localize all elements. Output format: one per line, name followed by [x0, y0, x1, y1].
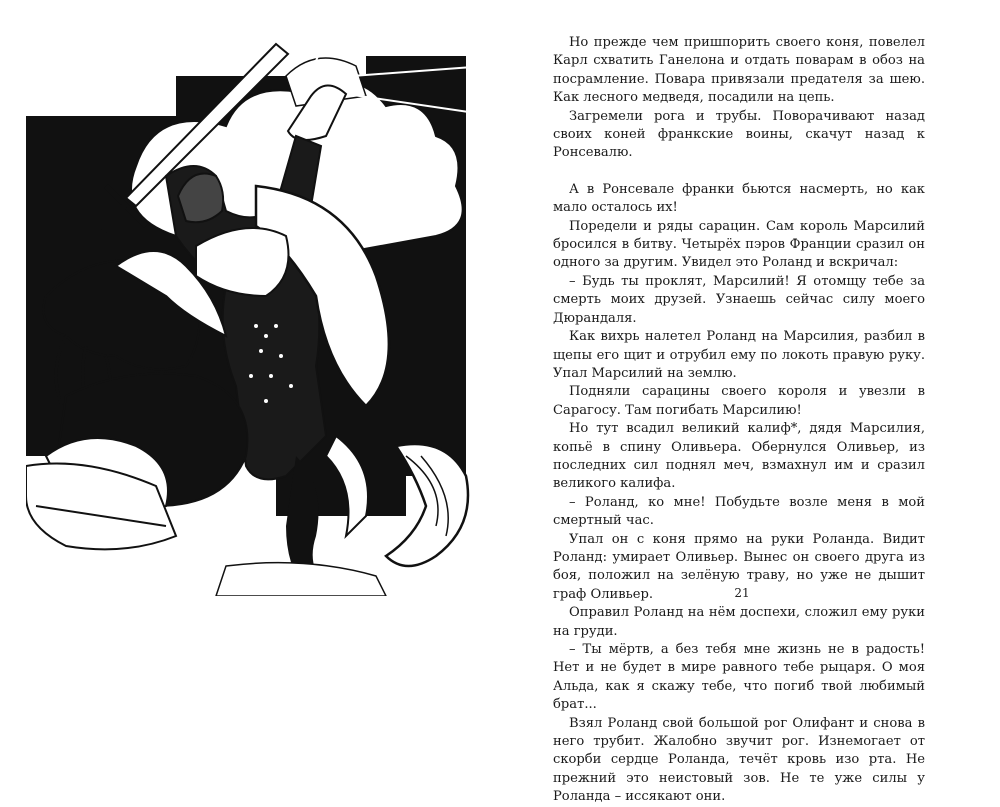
text-page [553, 34, 925, 807]
paragraph-11: Оправил Роланд на нём доспехи, сложил ему руки на груди. [553, 605, 925, 639]
page-number: 21 [734, 586, 750, 600]
paragraph-2: Загремели рога и трубы. Поворачивают назад своих коней франкские воины, скачут назад к Ронсевалю. [553, 108, 925, 161]
illustration-image [26, 36, 496, 596]
paragraph-3: А в Ронсевале франки бьются насмерть, но как мало осталось их! [553, 181, 925, 216]
paragraph-4: Поредели и ряды сарацин. Сам король Марсилий бросился в битву. Четырёх пэров Франции сразил он одного за другим. Увидел это Роланд и вскричал: [553, 218, 925, 271]
paragraph-8: Но тут всадил великий калиф*, дядя Марсилия, копьё в спину Оливьера. Обернулся Оливьер, из последних сил поднял меч, взмахнул им и сразил великого калифа. [553, 421, 925, 492]
paragraph-10: Упал он с коня прямо на руки Роланда. Видит Роланд: умирает Оливьер. Вынес он своего друга из боя, положил на зелёную траву, но уже не дышит граф Оливьер. [553, 531, 925, 602]
paragraph-9: – Роланд, ко мне! Побудьте возле меня в мой смертный час. [553, 494, 925, 529]
paragraph-13: Взял Роланд свой большой рог Олифант и снова в него трубит. Жалобно звучит рог. Изнемогает от скорби сердце Роланда, течёт кровь изо рта. Не прежний это неистовый зов. Не те уже силы у Роланда – иссякают они. [553, 715, 925, 805]
paragraph-12: – Ты мёртв, а без тебя мне жизнь не в радость! Нет и не будет в мире равного тебе рыцаря. О моя Альда, как я скажу тебе, что погиб твой любимый брат... [553, 642, 925, 713]
paragraph-1: Но прежде чем пришпорить своего коня, повелел Карл схватить Ганелона и отдать поварам в обоз на посрамление. Повара привязали предателя за шею. Как лесного медведя, посадили на цепь. [553, 35, 925, 106]
knight-on-horse-illustration [26, 36, 496, 596]
paragraph-7: Подняли сарацины своего короля и увезли в Сарагосу. Там погибать Марсилию! [553, 384, 925, 418]
paragraph-5: – Будь ты проклят, Марсилий! Я отомщу тебе за смерть моих друзей. Узнаешь сейчас силу моего Дюрандаля. [553, 273, 925, 326]
paragraph-6: Как вихрь налетел Роланд на Марсилия, разбил в щепы его щит и отрубил ему по локоть правую руку. Упал Марсилий на землю. [553, 329, 925, 381]
